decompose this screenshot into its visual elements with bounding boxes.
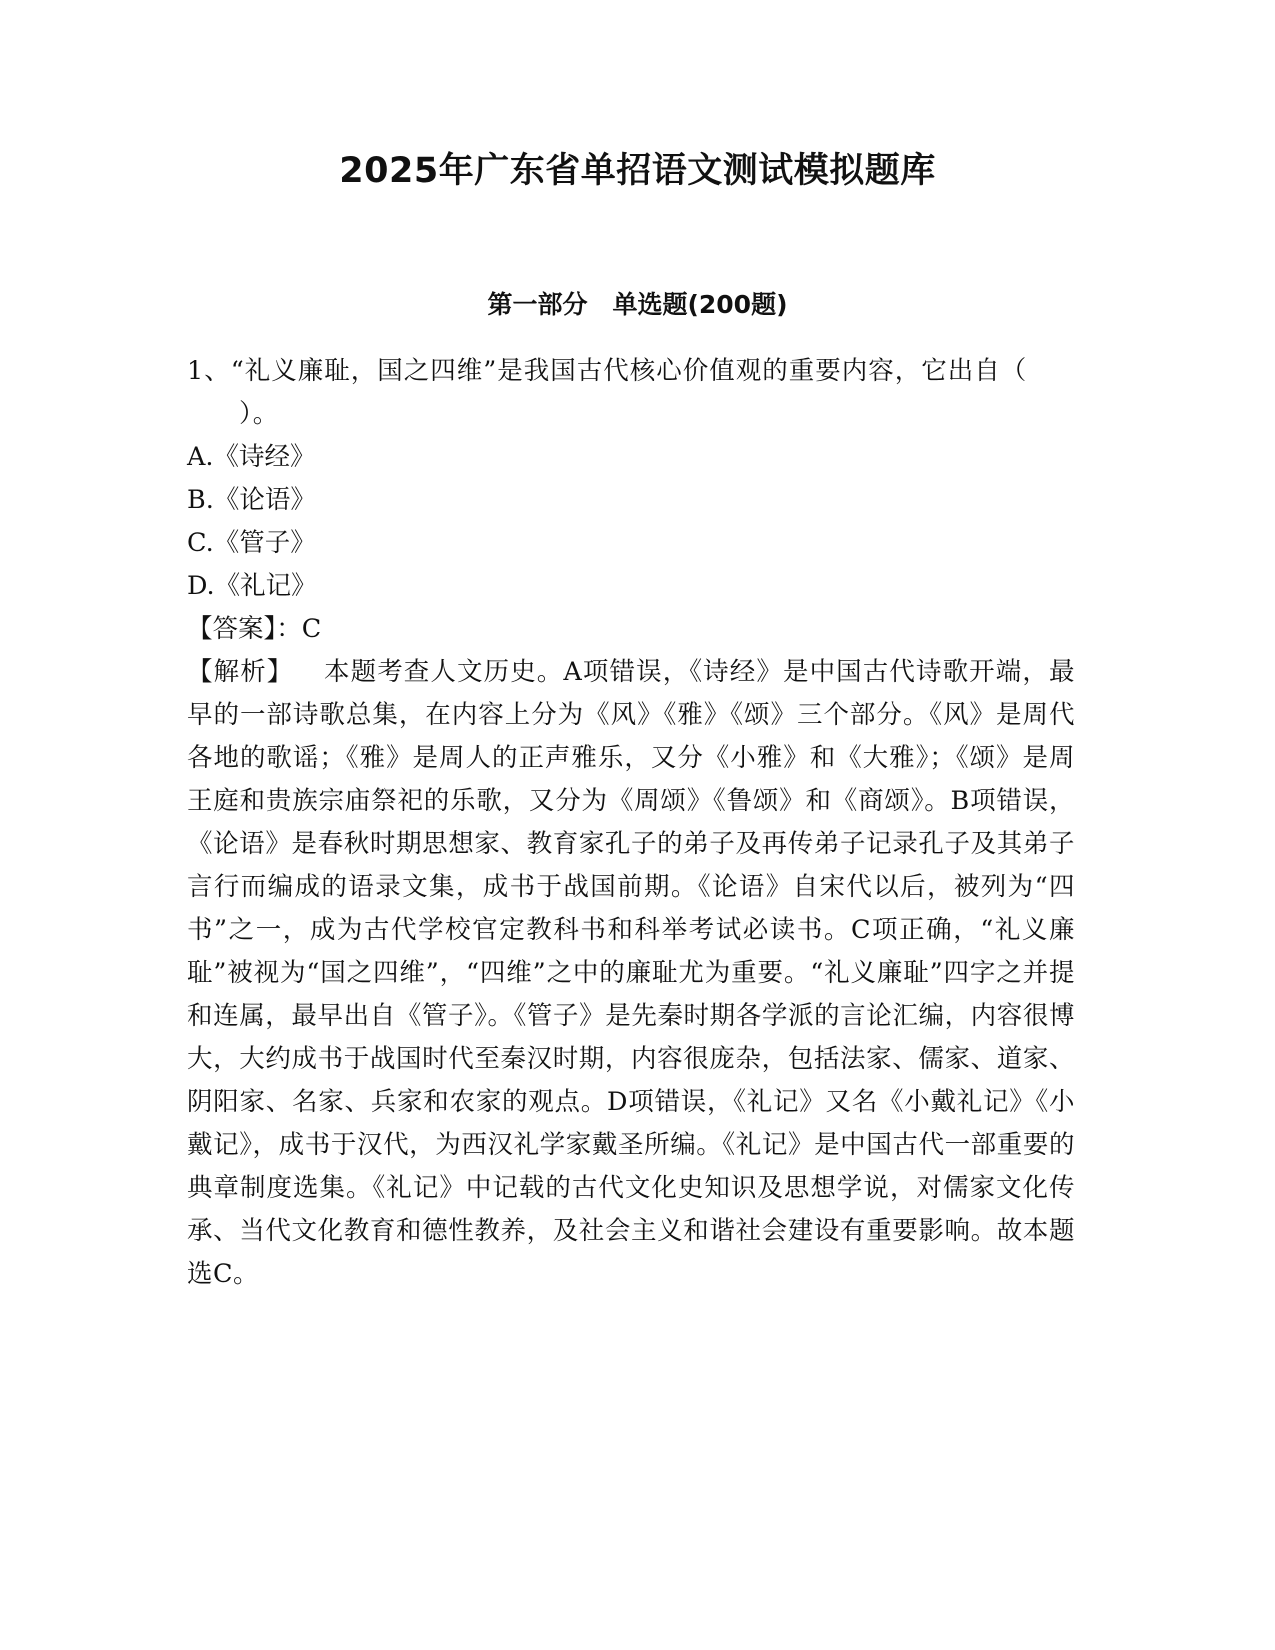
analysis-label: 【解析】 [187, 657, 294, 687]
section-heading: 第一部分 单选题(200题) [487, 290, 788, 319]
page-title: 2025年广东省单招语文测试模拟题库 [339, 151, 936, 191]
analysis-paragraph [187, 651, 1075, 1296]
option-a: A.《诗经》 [187, 442, 316, 472]
question-stem-end: ）。 [239, 399, 280, 429]
question-stem [187, 350, 1075, 436]
analysis-text: 本题考查人文历史。A项错误，《诗经》是中国古代诗歌开端，最早的一部诗歌总集，在内容上分为《风》《雅》《颂》三个部分。《风》是周代各地的歌谣；《雅》是周人的正声雅乐，又分《小雅》和《大雅》；《颂》是周王庭和贵族宗庙祭祀的乐歌，又分为《周颂》《鲁颂》和《商颂》。B项错误，《论语》是春秋时期思想家、教育家孔子的弟子及再传弟子记录孔子及其弟子言行而编成的语录文集，成书于战国前期。《论语》自宋代以后，被列为“四书”之一，成为古代学校官定教科书和科举考试必读书。C项正确，“礼义廉耻”被视为“国之四维”，“四维”之中的廉耻尤为重要。“礼义廉耻”四字之并提和连属，最早出自《管子》。《管子》是先秦时期各学派的言论汇编，内容很博大，大约成书于战国时代至秦汉时期，内容很庞杂，包括法家、儒家、道家、阴阳家、名家、兵家和农家的观点。D项错误，《礼记》又名《小戴礼记》《小戴记》，成书于汉代，为西汉礼学家戴圣所编。《礼记》是中国古代一部重要的典章制度选集。《礼记》中记载的古代文化史知识及思想学说，对儒家文化传承、当代文化教育和德性教养，及社会主义和谐社会建设有重要影响。故本题选C。 [187, 657, 1075, 1289]
question-stem-text: 1、“礼义廉耻，国之四维”是我国古代核心价值观的重要内容，它出自（ [187, 356, 1028, 386]
option-d: D.《礼记》 [187, 571, 317, 601]
answer-line [187, 608, 1075, 651]
question-block [187, 350, 1075, 1296]
option-c: C.《管子》 [187, 528, 316, 558]
answer-label: 【答案】： [187, 614, 302, 644]
option-b: B.《论语》 [187, 485, 316, 515]
answer-value: C [301, 614, 322, 644]
